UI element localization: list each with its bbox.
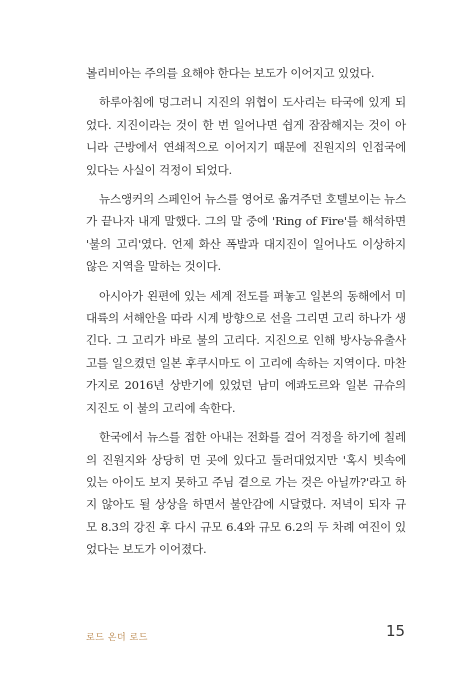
paragraph-2: 하루아침에 덩그러니 지진의 위협이 도사리는 타국에 있게 되었다. 지진이라는 것이 한 번 일어나면 쉽게 잠잠해지는 것이 아니라 근방에서 연쇄적으로 이어지기 때문에 진원지의 인접국에 있다는 사실이 걱정이 되었다. [86, 95, 406, 177]
paragraph-4: 아시아가 왼편에 있는 세계 전도를 펴놓고 일본의 동해에서 미대륙의 서해안을 따라 시계 방향으로 선을 그리면 고리 하나가 생긴다. 그 고리가 바로 불의 고리다. 지진으로 인해 방사능유출사고를 일으켰던 일본 후쿠시마도 이 고리에 속하는 지역이다. 마찬가지로 2016년 상반기에 있었던 남미 에콰도르와 일본 규슈의 지진도 이 불의 고리에 속한다. [86, 288, 406, 415]
body-text [86, 62, 406, 568]
paragraph-1: 볼리비아는 주의를 요해야 한다는 보도가 이어지고 있었다. [86, 66, 375, 80]
paragraph-3: 뉴스앵커의 스페인어 뉴스를 영어로 옮겨주던 호텔보이는 뉴스가 끝나자 내게 말했다. 그의 말 중에 'Ring of Fire'를 해석하면 '불의 고리'였다. 언제 화산 폭발과 대지진이 일어나도 이상하지 않은 지역을 말하는 것이다. [86, 192, 406, 274]
running-footer-title: 로드 온더 로드 [86, 633, 148, 643]
paragraph-5: 한국에서 뉴스를 접한 아내는 전화를 걸어 걱정을 하기에 칠레의 진원지와 상당히 먼 곳에 있다고 둘러대었지만 '혹시 빗속에 있는 아이도 보지 못하고 주님 곁으로 가는 것은 아닐까?'라고 하지 않아도 될 상상을 하면서 불안감에 시달렸다. 저녁이 되자 규모 8.3의 강진 후 다시 규모 6.4와 규모 6.2의 두 차례 여진이 있었다는 보도가 이어졌다. [86, 430, 406, 557]
page-number: 15 [386, 622, 406, 640]
